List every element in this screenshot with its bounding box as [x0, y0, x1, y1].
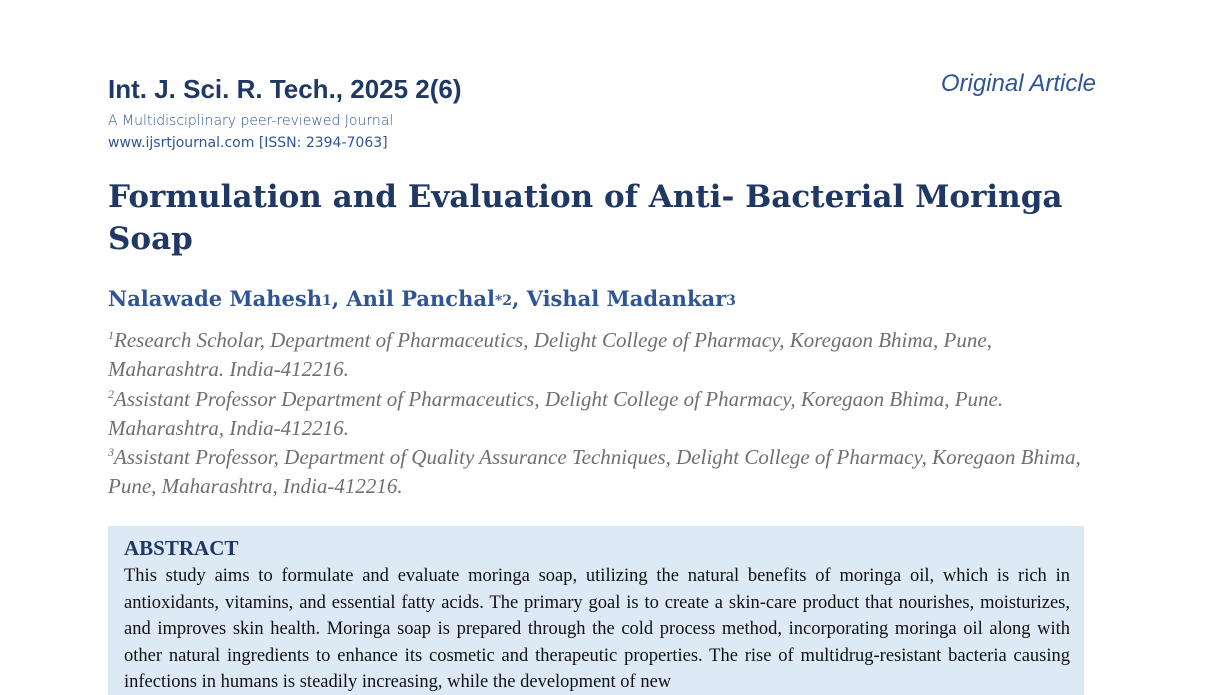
author-name: Anil Panchal — [346, 286, 495, 311]
affiliation-item — [108, 326, 1098, 385]
author-affiliation-mark: 1 — [322, 293, 332, 309]
affiliation-number: 3 — [108, 445, 114, 460]
affiliation-item — [108, 385, 1098, 444]
affiliation-list — [108, 326, 1098, 502]
author-separator: , — [512, 286, 520, 311]
abstract-box — [108, 526, 1084, 695]
journal-url[interactable]: www.ijsrtjournal.com [ISSN: 2394-7063] — [108, 135, 388, 151]
affiliation-number: 2 — [108, 386, 114, 401]
author-name: Vishal Madankar — [526, 286, 727, 311]
author-name: Nalawade Mahesh — [108, 286, 322, 311]
affiliation-text: Assistant Professor, Department of Quality Assurance Techniques, Delight College of Pharmacy, Koregaon Bhima, Pune, Maharashtra, India-412216. — [108, 445, 1081, 499]
article-type-label: Original Article — [940, 70, 1096, 97]
affiliation-item — [108, 443, 1098, 502]
affiliation-number: 1 — [108, 328, 114, 342]
author-list — [108, 286, 736, 311]
paper-title: Formulation and Evaluation of Anti- Bacterial Moringa Soap — [108, 179, 1063, 257]
affiliation-text: Assistant Professor Department of Pharmaceutics, Delight College of Pharmacy, Koregaon Bhima, Pune. Maharashtra, India-412216. — [108, 386, 1004, 440]
author-separator: , — [331, 286, 340, 311]
abstract-text: This study aims to formulate and evaluate moringa soap, utilizing the natural benefits of moringa oil, which is rich in antioxidants, vitamins, and essential fatty acids. The primary goal is to create a skin-care product that nourishes, moisturizes, and improves skin health. Moringa soap is prepared through the cold process method, incorporating moringa oil along with other natural ingredients to enhance its cosmetic and therapeutic properties. The rise of multidrug-resistant bacteria causing infections in humans is steadily increasing, while the development of new — [124, 566, 1070, 692]
author-affiliation-mark: 3 — [726, 293, 736, 309]
abstract-heading: ABSTRACT — [124, 536, 239, 560]
journal-subtitle: A Multidisciplinary peer-reviewed Journal — [108, 113, 394, 129]
author-affiliation-mark: *2 — [494, 293, 513, 309]
journal-title: Int. J. Sci. R. Tech., 2025 2(6) — [108, 74, 462, 104]
affiliation-text: Research Scholar, Department of Pharmaceutics, Delight College of Pharmacy, Koregaon Bhima, Pune, Maharashtra. India-412216. — [108, 328, 992, 382]
